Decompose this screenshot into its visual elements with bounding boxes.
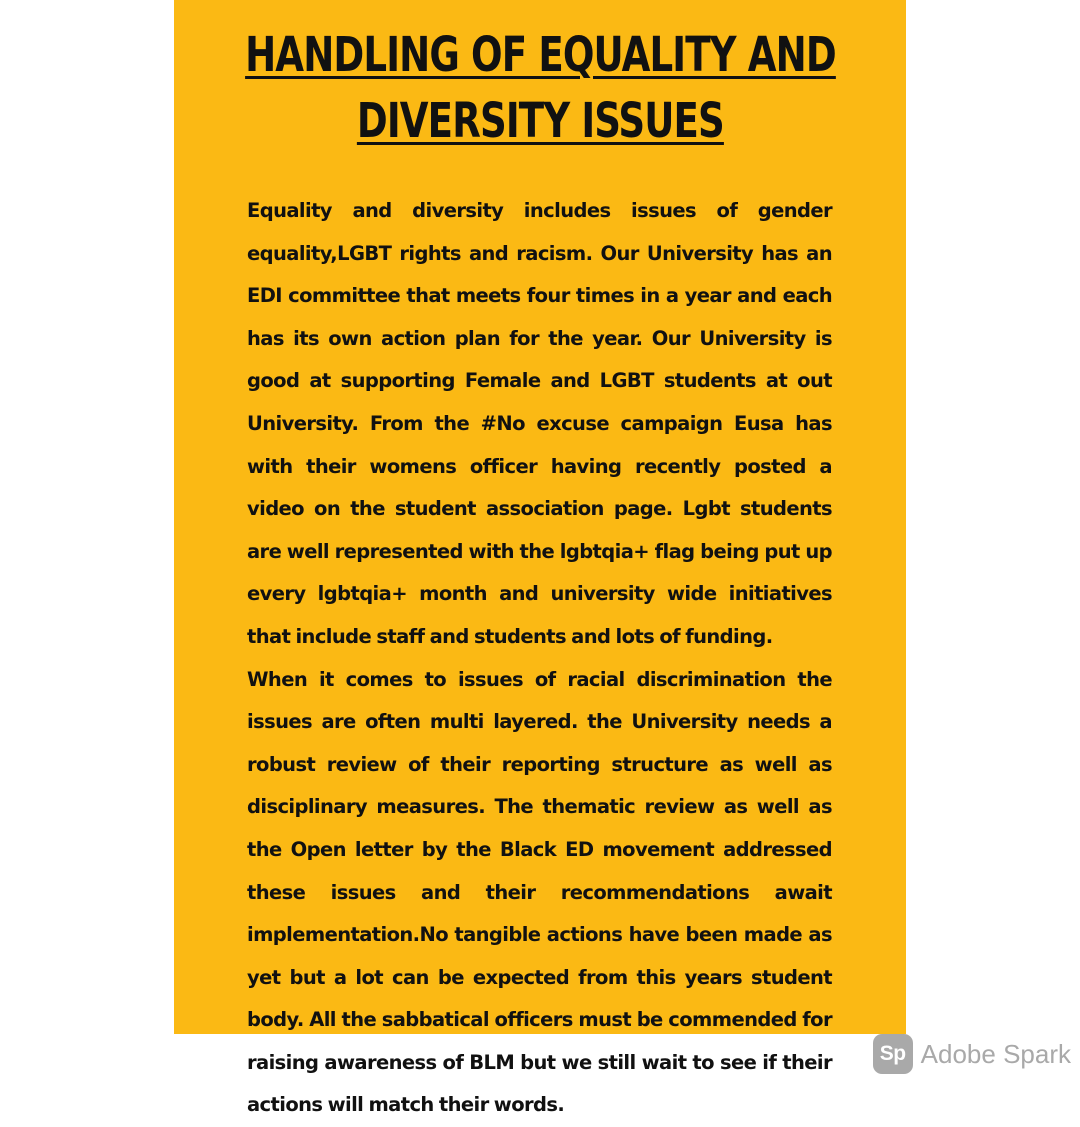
title-line-2: DIVERSITY ISSUES [356, 93, 724, 149]
paragraph-1: Equality and diversity includes issues of gender equality,LGBT rights and racism. Our University has an EDI committee that meets four times in a year and each has its own action plan for the year. Our University is good at supporting Female and LGBT students at out University. From the #No excuse campaign Eusa has with their womens officer having recently posted a video on the student association page. Lgbt students are well represented with the lgbtqia+ flag being put up every lgbtqia+ month and university wide initiatives that include staff and students and lots of funding. [247, 199, 832, 648]
title-line-1: HANDLING OF EQUALITY AND [244, 27, 836, 83]
adobe-spark-watermark [873, 1033, 1071, 1075]
poster-title [174, 22, 906, 154]
adobe-spark-logo-icon: Sp [873, 1034, 913, 1074]
poster-body [247, 190, 832, 1127]
watermark-text: Adobe Spark [920, 1038, 1071, 1069]
paragraph-2: When it comes to issues of racial discrimination the issues are often multi layered. the University needs a robust review of their reporting structure as well as disciplinary measures. The thematic review as well as the Open letter by the Black ED movement addressed these issues and their recommendations await implementation.No tangible actions have been made as yet but a lot can be expected from this years student body. All the sabbatical officers must be commended for raising awareness of BLM but we still wait to see if their actions will match their words. [247, 667, 832, 1117]
